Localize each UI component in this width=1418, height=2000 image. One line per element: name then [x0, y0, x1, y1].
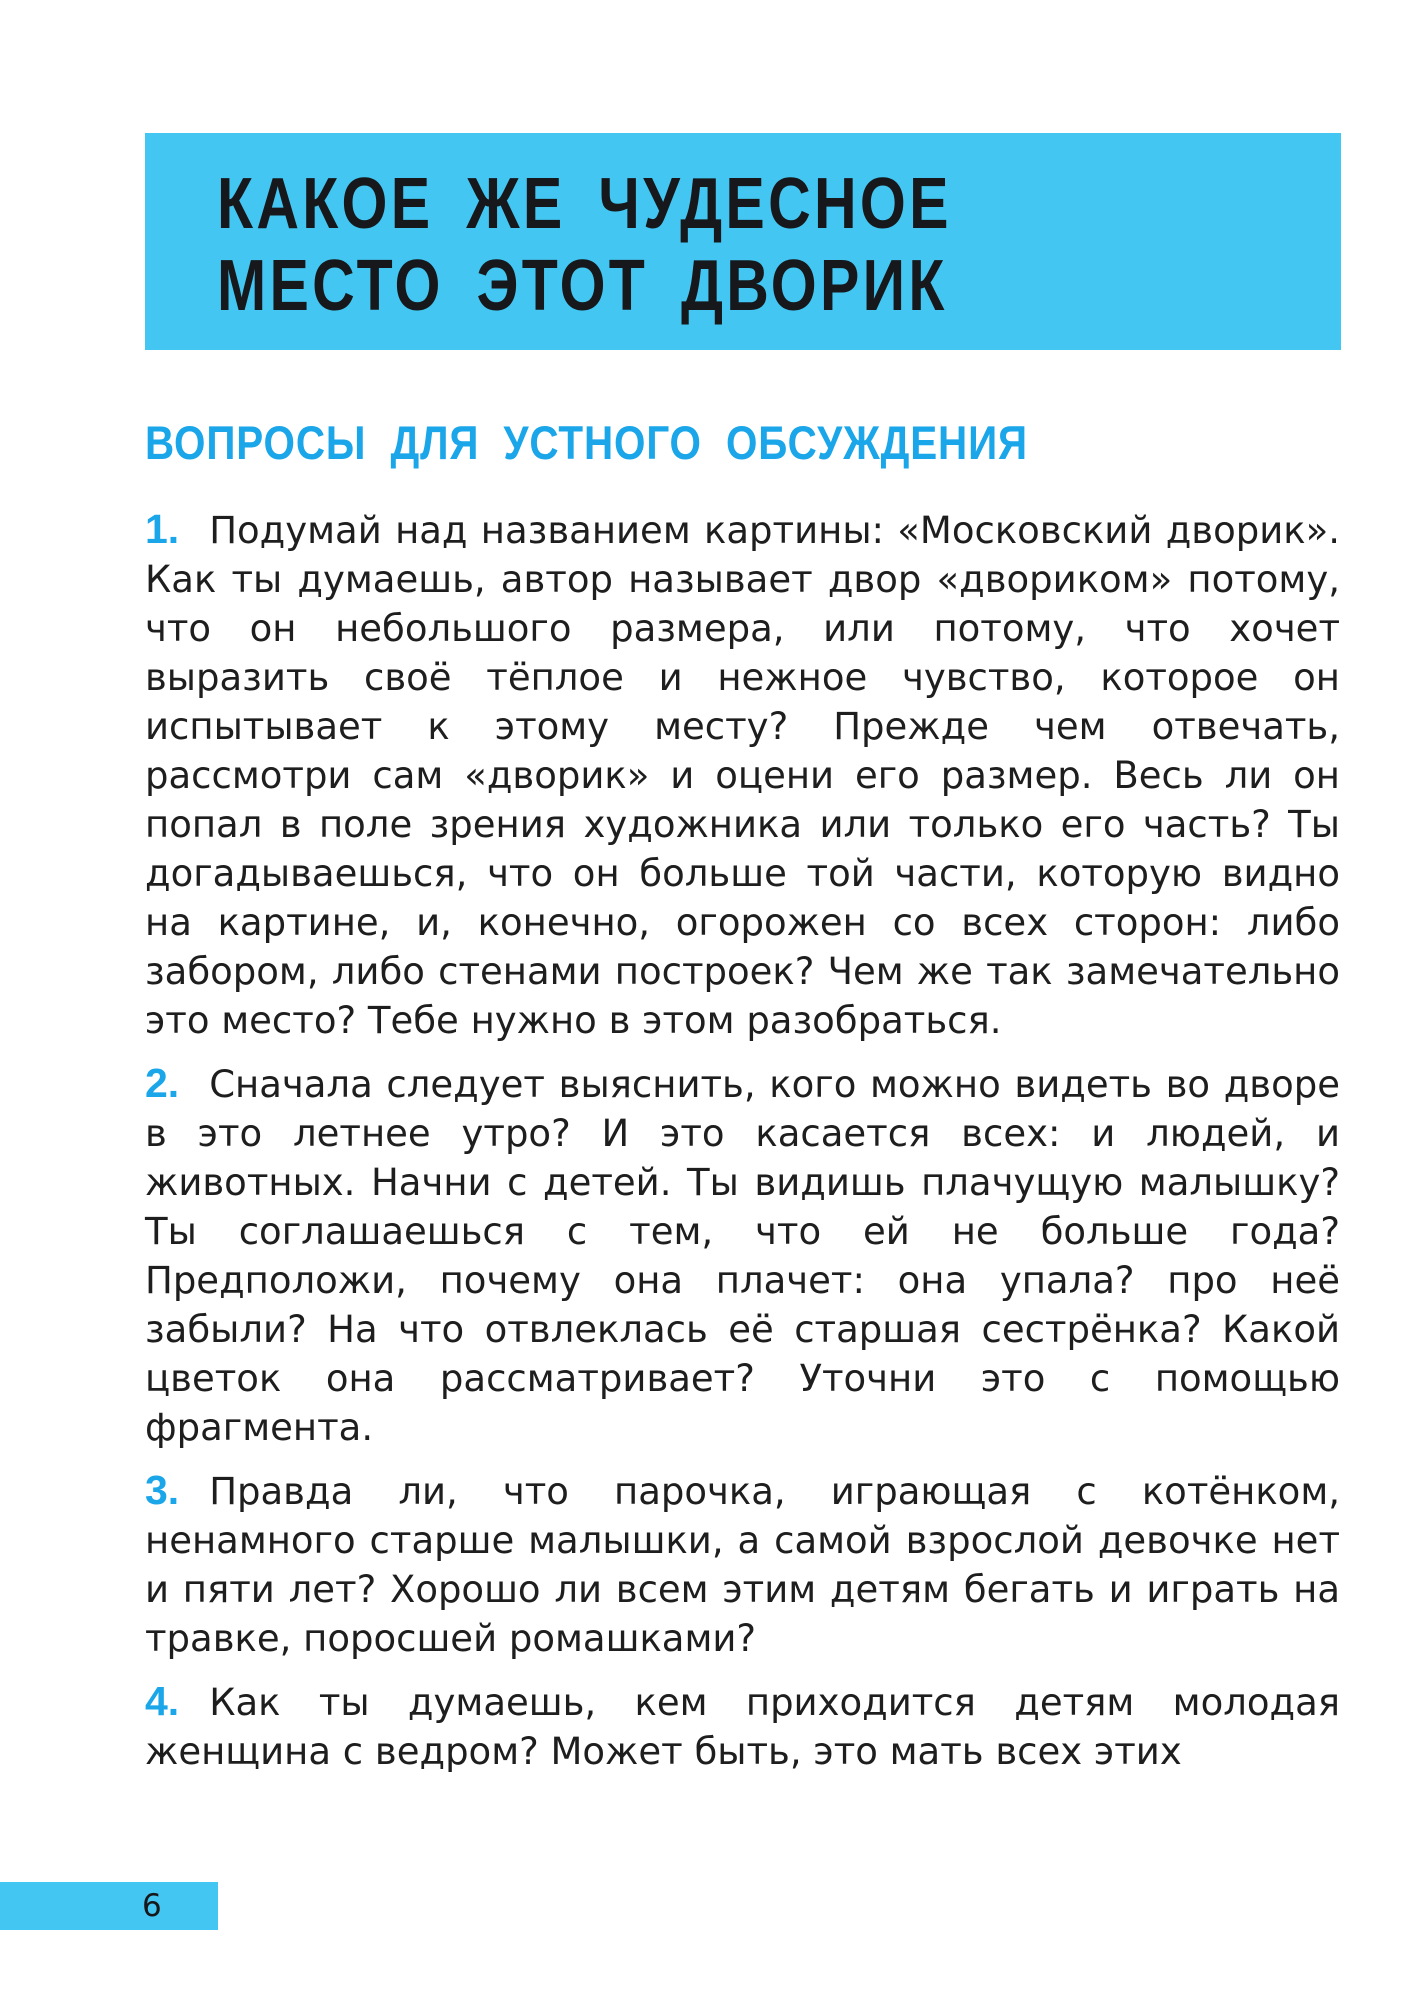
question-list [145, 505, 1340, 1790]
page-number: 6 [142, 1888, 162, 1924]
question-2 [145, 1059, 1340, 1452]
section-heading: ВОПРОСЫ ДЛЯ УСТНОГО ОБСУЖДЕНИЯ [145, 416, 1028, 469]
page-title [217, 163, 952, 327]
question-number: 3. [145, 1467, 180, 1513]
question-3 [145, 1466, 1340, 1663]
title-banner [145, 133, 1341, 350]
question-text: Правда ли, что парочка, играющая с котёнком, ненамного старше малышки, а самой взрослой девочке нет и пяти лет? Хорошо ли всем этим детям бегать и играть на травке, поросшей ромашками? [145, 1470, 1340, 1660]
page-number-tab [0, 1882, 218, 1930]
title-line-2: МЕСТО ЭТОТ ДВОРИК [217, 246, 948, 326]
question-text: Как ты думаешь, кем приходится детям молодая женщина с ведром? Может быть, это мать всех этих [145, 1681, 1340, 1773]
question-1 [145, 505, 1340, 1045]
question-number: 4. [145, 1678, 180, 1724]
question-4 [145, 1677, 1340, 1776]
title-line-1: КАКОЕ ЖЕ ЧУДЕСНОЕ [217, 164, 952, 244]
question-number: 2. [145, 1060, 180, 1106]
question-number: 1. [145, 506, 180, 552]
question-text: Сначала следует выяснить, кого можно видеть во дворе в это летнее утро? И это касается всех: и людей, и животных. Начни с детей. Ты видишь плачущую малышку? Ты соглашаешься с тем, что ей не больше года? Предположи, почему она плачет: она упала? про неё забыли? На что отвлеклась её старшая сестрёнка? Какой цветок она рассматривает? Уточни это с помощью фрагмента. [145, 1063, 1340, 1449]
question-text: Подумай над названием картины: «Московский дворик». Как ты думаешь, автор называет двор «двориком» потому, что он небольшого размера, или потому, что хочет выразить своё тёплое и нежное чувство, которое он испытывает к этому месту? Прежде чем отвечать, рассмотри сам «дворик» и оцени его размер. Весь ли он попал в поле зрения художника или только его часть? Ты догадываешься, что он больше той части, которую видно на картине, и, конечно, огорожен со всех сторон: либо забором, либо стенами построек? Чем же так замечательно это место? Тебе нужно в этом разобраться. [145, 509, 1340, 1042]
